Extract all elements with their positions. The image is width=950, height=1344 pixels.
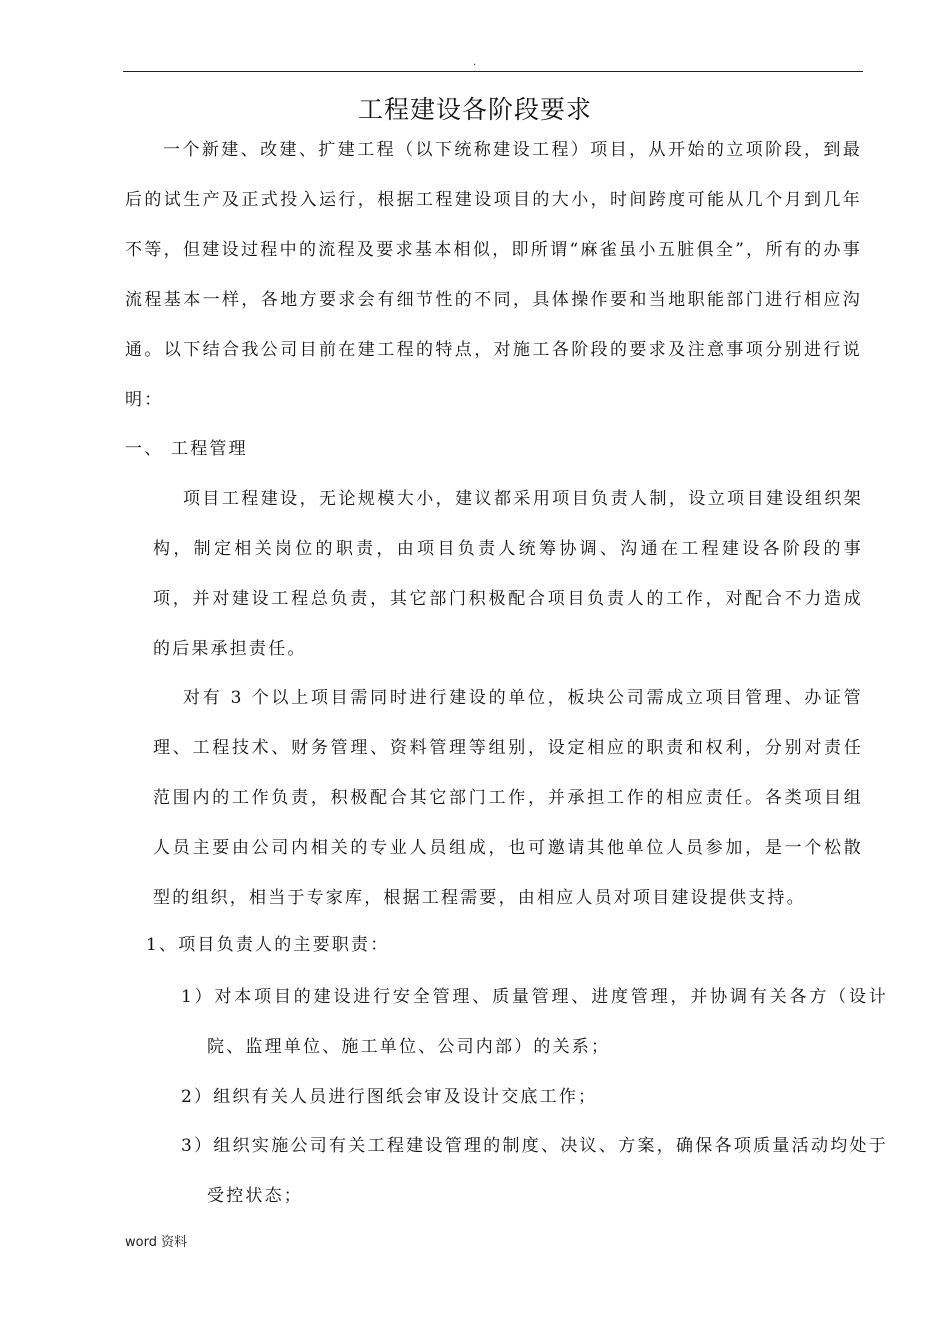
document-title: 工程建设各阶段要求 — [357, 94, 592, 124]
section-paragraph-project-leader-system: 项目工程建设，无论规模大小，建议都采用项目负责人制，设立项目建设组织架构，制定相关岗位的职责，由项目负责人统筹协调、沟通在工程建设各阶段的事项，并对建设工程总负责，其它部门积极配合项目负责人的工作，对配合不力造成的后果承担责任。 — [153, 489, 863, 659]
header-rule — [123, 71, 863, 72]
subheading-leader-duties: 1、项目负责人的主要职责： — [146, 935, 390, 955]
duty-list-item: 3）组织实施公司有关工程建设管理的制度、决议、方案，确保各项质量活动均处于受控状态； — [181, 1136, 888, 1206]
footer-label: word 资料 — [125, 1235, 188, 1250]
duty-list-item: 1）对本项目的建设进行安全管理、质量管理、进度管理，并协调有关各方（设计院、监理单位、施工单位、公司内部）的关系； — [181, 987, 888, 1057]
header-dot-mark: . — [473, 57, 477, 68]
intro-paragraph: 一个新建、改建、扩建工程（以下统称建设工程）项目，从开始的立项阶段，到最后的试生产及正式投入运行，根据工程建设项目的大小，时间跨度可能从几个月到几年不等，但建设过程中的流程及要求基本相似，即所谓“麻雀虽小五脏俱全”，所有的办事流程基本一样，各地方要求会有细节性的不同，具体操作要和当地职能部门进行相应沟通。以下结合我公司目前在建工程的特点，对施工各阶段的要求及注意事项分别进行说明： — [125, 140, 862, 410]
section-paragraph-group-organization: 对有 3 个以上项目需同时进行建设的单位，板块公司需成立项目管理、办证管理、工程技术、财务管理、资料管理等组别，设定相应的职责和权利，分别对责任范围内的工作负责，积极配合其它部门工作，并承担工作的相应责任。各类项目组人员主要由公司内相关的专业人员组成，也可邀请其他单位人员参加，是一个松散型的组织，相当于专家库，根据工程需要，由相应人员对项目建设提供支持。 — [153, 688, 863, 908]
section-heading-engineering-management: 一、 工程管理 — [125, 439, 248, 459]
duty-list-item: 2）组织有关人员进行图纸会审及设计交底工作； — [181, 1087, 598, 1107]
